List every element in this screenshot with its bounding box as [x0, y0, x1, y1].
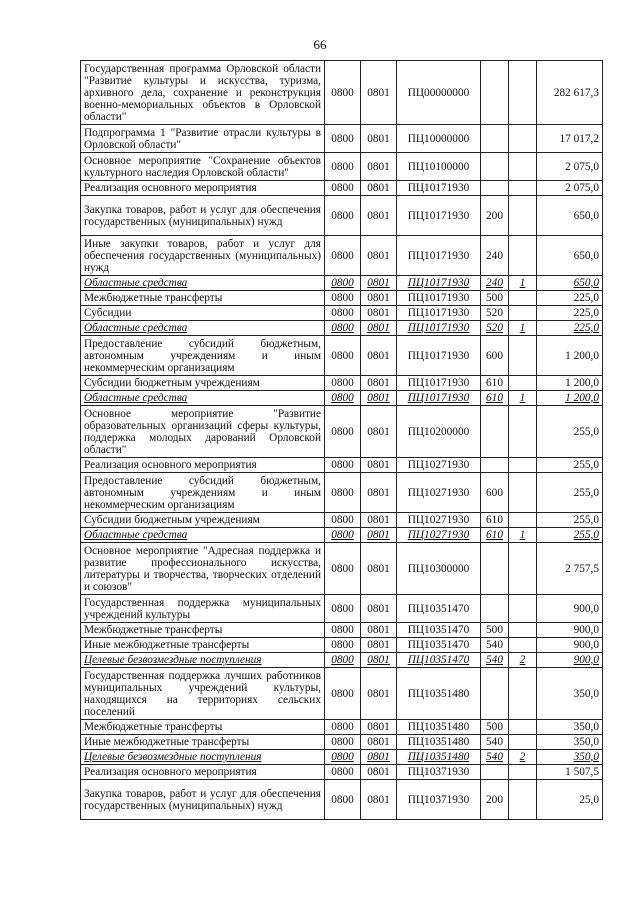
subsection-code-cell: 0801	[361, 473, 397, 513]
amount-cell: 255,0	[537, 458, 603, 473]
subsection-code-cell: 0801	[361, 125, 397, 153]
funding-source-code-cell	[509, 638, 537, 653]
target-item-code-cell: ПЦ10171930	[397, 376, 481, 391]
subsection-code-cell: 0801	[361, 61, 397, 125]
expense-type-code-cell	[481, 543, 509, 595]
expense-type-code-cell	[481, 406, 509, 458]
subsection-code-cell: 0801	[361, 276, 397, 291]
amount-cell: 900,0	[537, 653, 603, 668]
section-code-cell: 0800	[325, 406, 361, 458]
amount-cell: 225,0	[537, 291, 603, 306]
table-row	[81, 653, 603, 668]
amount-cell: 900,0	[537, 623, 603, 638]
expense-type-code-cell: 540	[481, 750, 509, 765]
funding-source-code-cell	[509, 61, 537, 125]
target-item-code-cell: ПЦ10300000	[397, 543, 481, 595]
section-code-cell: 0800	[325, 473, 361, 513]
row-name-cell: Реализация основного мероприятия	[81, 181, 325, 196]
funding-source-code-cell: 2	[509, 653, 537, 668]
expense-type-code-cell: 520	[481, 306, 509, 321]
expense-type-code-cell: 240	[481, 276, 509, 291]
subsection-code-cell: 0801	[361, 406, 397, 458]
expense-type-code-cell: 200	[481, 196, 509, 236]
subsection-code-cell: 0801	[361, 653, 397, 668]
target-item-code-cell: ПЦ10271930	[397, 528, 481, 543]
section-code-cell: 0800	[325, 291, 361, 306]
row-name-cell: Целевые безвозмездные поступления	[81, 750, 325, 765]
expense-type-code-cell: 500	[481, 623, 509, 638]
row-name-cell: Подпрограмма 1 "Развитие отрасли культуры в Орловской области"	[81, 125, 325, 153]
row-name-cell: Целевые безвозмездные поступления	[81, 653, 325, 668]
table-row	[81, 153, 603, 181]
budget-table-body	[81, 61, 603, 820]
amount-cell: 255,0	[537, 473, 603, 513]
target-item-code-cell: ПЦ10271930	[397, 458, 481, 473]
subsection-code-cell: 0801	[361, 336, 397, 376]
row-name-cell: Основное мероприятие "Сохранение объектов культурного наследия Орловской области"	[81, 153, 325, 181]
budget-table	[80, 60, 603, 820]
funding-source-code-cell: 1	[509, 528, 537, 543]
subsection-code-cell: 0801	[361, 780, 397, 820]
section-code-cell: 0800	[325, 376, 361, 391]
funding-source-code-cell	[509, 181, 537, 196]
target-item-code-cell: ПЦ10171930	[397, 391, 481, 406]
expense-type-code-cell: 200	[481, 780, 509, 820]
row-name-cell: Субсидии бюджетным учреждениям	[81, 513, 325, 528]
amount-cell: 2 075,0	[537, 153, 603, 181]
table-row	[81, 750, 603, 765]
amount-cell: 1 200,0	[537, 391, 603, 406]
amount-cell: 350,0	[537, 720, 603, 735]
row-name-cell: Основное мероприятие "Развитие образовательных организаций сферы культуры, поддержка молодых дарований Орловской области"	[81, 406, 325, 458]
subsection-code-cell: 0801	[361, 765, 397, 780]
section-code-cell: 0800	[325, 336, 361, 376]
funding-source-code-cell: 1	[509, 276, 537, 291]
expense-type-code-cell: 540	[481, 653, 509, 668]
expense-type-code-cell: 600	[481, 473, 509, 513]
row-name-cell: Предоставление субсидий бюджетным, автономным учреждениям и иным некоммерческим организациям	[81, 473, 325, 513]
expense-type-code-cell	[481, 181, 509, 196]
funding-source-code-cell	[509, 595, 537, 623]
page-number: 66	[313, 37, 327, 52]
funding-source-code-cell	[509, 236, 537, 276]
funding-source-code-cell	[509, 543, 537, 595]
funding-source-code-cell	[509, 623, 537, 638]
table-row	[81, 473, 603, 513]
target-item-code-cell: ПЦ10351470	[397, 653, 481, 668]
target-item-code-cell: ПЦ10171930	[397, 291, 481, 306]
table-row	[81, 765, 603, 780]
table-row	[81, 638, 603, 653]
expense-type-code-cell	[481, 765, 509, 780]
row-name-cell: Областные средства	[81, 528, 325, 543]
table-row	[81, 236, 603, 276]
expense-type-code-cell: 500	[481, 291, 509, 306]
funding-source-code-cell	[509, 765, 537, 780]
row-name-cell: Межбюджетные трансферты	[81, 623, 325, 638]
table-row	[81, 391, 603, 406]
expense-type-code-cell: 540	[481, 638, 509, 653]
funding-source-code-cell	[509, 513, 537, 528]
section-code-cell: 0800	[325, 61, 361, 125]
target-item-code-cell: ПЦ10351470	[397, 595, 481, 623]
subsection-code-cell: 0801	[361, 543, 397, 595]
table-row	[81, 406, 603, 458]
subsection-code-cell: 0801	[361, 391, 397, 406]
section-code-cell: 0800	[325, 236, 361, 276]
table-row	[81, 623, 603, 638]
table-row	[81, 528, 603, 543]
amount-cell: 225,0	[537, 306, 603, 321]
row-name-cell: Государственная поддержка лучших работников муниципальных учреждений культуры, находящихся на территориях сельских поселений	[81, 668, 325, 720]
expense-type-code-cell	[481, 595, 509, 623]
section-code-cell: 0800	[325, 720, 361, 735]
subsection-code-cell: 0801	[361, 528, 397, 543]
row-name-cell: Иные межбюджетные трансферты	[81, 638, 325, 653]
amount-cell: 650,0	[537, 196, 603, 236]
target-item-code-cell: ПЦ10351480	[397, 720, 481, 735]
expense-type-code-cell: 540	[481, 735, 509, 750]
row-name-cell: Государственная поддержка муниципальных учреждений культуры	[81, 595, 325, 623]
table-row	[81, 276, 603, 291]
target-item-code-cell: ПЦ10371930	[397, 765, 481, 780]
funding-source-code-cell	[509, 125, 537, 153]
amount-cell: 1 200,0	[537, 336, 603, 376]
amount-cell: 255,0	[537, 528, 603, 543]
expense-type-code-cell: 600	[481, 336, 509, 376]
funding-source-code-cell	[509, 735, 537, 750]
target-item-code-cell: ПЦ10100000	[397, 153, 481, 181]
subsection-code-cell: 0801	[361, 638, 397, 653]
row-name-cell: Межбюджетные трансферты	[81, 291, 325, 306]
target-item-code-cell: ПЦ10371930	[397, 780, 481, 820]
table-row	[81, 181, 603, 196]
amount-cell: 282 617,3	[537, 61, 603, 125]
funding-source-code-cell	[509, 306, 537, 321]
section-code-cell: 0800	[325, 780, 361, 820]
table-row	[81, 321, 603, 336]
funding-source-code-cell	[509, 291, 537, 306]
amount-cell: 900,0	[537, 595, 603, 623]
section-code-cell: 0800	[325, 391, 361, 406]
subsection-code-cell: 0801	[361, 321, 397, 336]
section-code-cell: 0800	[325, 528, 361, 543]
table-row	[81, 543, 603, 595]
section-code-cell: 0800	[325, 458, 361, 473]
amount-cell: 900,0	[537, 638, 603, 653]
subsection-code-cell: 0801	[361, 513, 397, 528]
amount-cell: 2 757,5	[537, 543, 603, 595]
funding-source-code-cell	[509, 153, 537, 181]
row-name-cell: Иные закупки товаров, работ и услуг для обеспечения государственных (муниципальных) нужд	[81, 236, 325, 276]
section-code-cell: 0800	[325, 196, 361, 236]
subsection-code-cell: 0801	[361, 750, 397, 765]
expense-type-code-cell: 610	[481, 376, 509, 391]
section-code-cell: 0800	[325, 513, 361, 528]
row-name-cell: Закупка товаров, работ и услуг для обеспечения государственных (муниципальных) нужд	[81, 780, 325, 820]
funding-source-code-cell	[509, 196, 537, 236]
subsection-code-cell: 0801	[361, 236, 397, 276]
amount-cell: 1 200,0	[537, 376, 603, 391]
subsection-code-cell: 0801	[361, 181, 397, 196]
target-item-code-cell: ПЦ10000000	[397, 125, 481, 153]
amount-cell: 17 017,2	[537, 125, 603, 153]
table-row	[81, 336, 603, 376]
amount-cell: 2 075,0	[537, 181, 603, 196]
funding-source-code-cell	[509, 376, 537, 391]
row-name-cell: Реализация основного мероприятия	[81, 765, 325, 780]
table-row	[81, 376, 603, 391]
target-item-code-cell: ПЦ10351470	[397, 623, 481, 638]
expense-type-code-cell: 500	[481, 720, 509, 735]
section-code-cell: 0800	[325, 653, 361, 668]
section-code-cell: 0800	[325, 595, 361, 623]
table-row	[81, 125, 603, 153]
subsection-code-cell: 0801	[361, 376, 397, 391]
target-item-code-cell: ПЦ10171930	[397, 276, 481, 291]
amount-cell: 25,0	[537, 780, 603, 820]
row-name-cell: Предоставление субсидий бюджетным, автономным учреждениям и иным некоммерческим организациям	[81, 336, 325, 376]
amount-cell: 225,0	[537, 321, 603, 336]
target-item-code-cell: ПЦ10351470	[397, 638, 481, 653]
funding-source-code-cell	[509, 720, 537, 735]
amount-cell: 350,0	[537, 750, 603, 765]
subsection-code-cell: 0801	[361, 306, 397, 321]
expense-type-code-cell	[481, 125, 509, 153]
table-row	[81, 780, 603, 820]
amount-cell: 650,0	[537, 236, 603, 276]
section-code-cell: 0800	[325, 306, 361, 321]
expense-type-code-cell	[481, 153, 509, 181]
row-name-cell: Государственная программа Орловской области "Развитие культуры и искусства, туризма, архивного дела, сохранение и реконструкция военно-мемориальных объектов в Орловской области"	[81, 61, 325, 125]
amount-cell: 1 507,5	[537, 765, 603, 780]
row-name-cell: Субсидии	[81, 306, 325, 321]
expense-type-code-cell: 610	[481, 391, 509, 406]
table-row	[81, 720, 603, 735]
subsection-code-cell: 0801	[361, 595, 397, 623]
subsection-code-cell: 0801	[361, 458, 397, 473]
row-name-cell: Реализация основного мероприятия	[81, 458, 325, 473]
amount-cell: 350,0	[537, 668, 603, 720]
funding-source-code-cell: 2	[509, 750, 537, 765]
target-item-code-cell: ПЦ10271930	[397, 513, 481, 528]
expense-type-code-cell	[481, 61, 509, 125]
row-name-cell: Иные межбюджетные трансферты	[81, 735, 325, 750]
section-code-cell: 0800	[325, 181, 361, 196]
target-item-code-cell: ПЦ10351480	[397, 668, 481, 720]
table-row	[81, 291, 603, 306]
table-row	[81, 595, 603, 623]
section-code-cell: 0800	[325, 276, 361, 291]
table-row	[81, 668, 603, 720]
row-name-cell: Областные средства	[81, 276, 325, 291]
target-item-code-cell: ПЦ10171930	[397, 336, 481, 376]
subsection-code-cell: 0801	[361, 196, 397, 236]
row-name-cell: Закупка товаров, работ и услуг для обеспечения государственных (муниципальных) нужд	[81, 196, 325, 236]
amount-cell: 650,0	[537, 276, 603, 291]
expense-type-code-cell: 610	[481, 528, 509, 543]
target-item-code-cell: ПЦ10171930	[397, 181, 481, 196]
section-code-cell: 0800	[325, 321, 361, 336]
section-code-cell: 0800	[325, 750, 361, 765]
section-code-cell: 0800	[325, 765, 361, 780]
funding-source-code-cell	[509, 473, 537, 513]
section-code-cell: 0800	[325, 735, 361, 750]
funding-source-code-cell	[509, 406, 537, 458]
section-code-cell: 0800	[325, 638, 361, 653]
amount-cell: 350,0	[537, 735, 603, 750]
amount-cell: 255,0	[537, 406, 603, 458]
funding-source-code-cell	[509, 336, 537, 376]
subsection-code-cell: 0801	[361, 668, 397, 720]
section-code-cell: 0800	[325, 153, 361, 181]
subsection-code-cell: 0801	[361, 153, 397, 181]
target-item-code-cell: ПЦ10351480	[397, 735, 481, 750]
section-code-cell: 0800	[325, 125, 361, 153]
target-item-code-cell: ПЦ10171930	[397, 306, 481, 321]
target-item-code-cell: ПЦ10200000	[397, 406, 481, 458]
subsection-code-cell: 0801	[361, 623, 397, 638]
subsection-code-cell: 0801	[361, 291, 397, 306]
expense-type-code-cell: 520	[481, 321, 509, 336]
row-name-cell: Основное мероприятие "Адресная поддержка и развитие профессионального искусства, литературы и творчества, творческих отделений и союзов"	[81, 543, 325, 595]
funding-source-code-cell: 1	[509, 321, 537, 336]
target-item-code-cell: ПЦ10171930	[397, 236, 481, 276]
section-code-cell: 0800	[325, 543, 361, 595]
table-row	[81, 61, 603, 125]
section-code-cell: 0800	[325, 623, 361, 638]
row-name-cell: Областные средства	[81, 391, 325, 406]
subsection-code-cell: 0801	[361, 735, 397, 750]
table-row	[81, 196, 603, 236]
funding-source-code-cell	[509, 458, 537, 473]
section-code-cell: 0800	[325, 668, 361, 720]
amount-cell: 255,0	[537, 513, 603, 528]
expense-type-code-cell	[481, 458, 509, 473]
expense-type-code-cell	[481, 668, 509, 720]
row-name-cell: Областные средства	[81, 321, 325, 336]
target-item-code-cell: ПЦ10171930	[397, 196, 481, 236]
expense-type-code-cell: 240	[481, 236, 509, 276]
target-item-code-cell: ПЦ10351480	[397, 750, 481, 765]
table-row	[81, 735, 603, 750]
funding-source-code-cell: 1	[509, 391, 537, 406]
expense-type-code-cell: 610	[481, 513, 509, 528]
target-item-code-cell: ПЦ00000000	[397, 61, 481, 125]
target-item-code-cell: ПЦ10271930	[397, 473, 481, 513]
funding-source-code-cell	[509, 780, 537, 820]
funding-source-code-cell	[509, 668, 537, 720]
table-row	[81, 513, 603, 528]
row-name-cell: Межбюджетные трансферты	[81, 720, 325, 735]
subsection-code-cell: 0801	[361, 720, 397, 735]
table-row	[81, 458, 603, 473]
target-item-code-cell: ПЦ10171930	[397, 321, 481, 336]
row-name-cell: Субсидии бюджетным учреждениям	[81, 376, 325, 391]
table-row	[81, 306, 603, 321]
